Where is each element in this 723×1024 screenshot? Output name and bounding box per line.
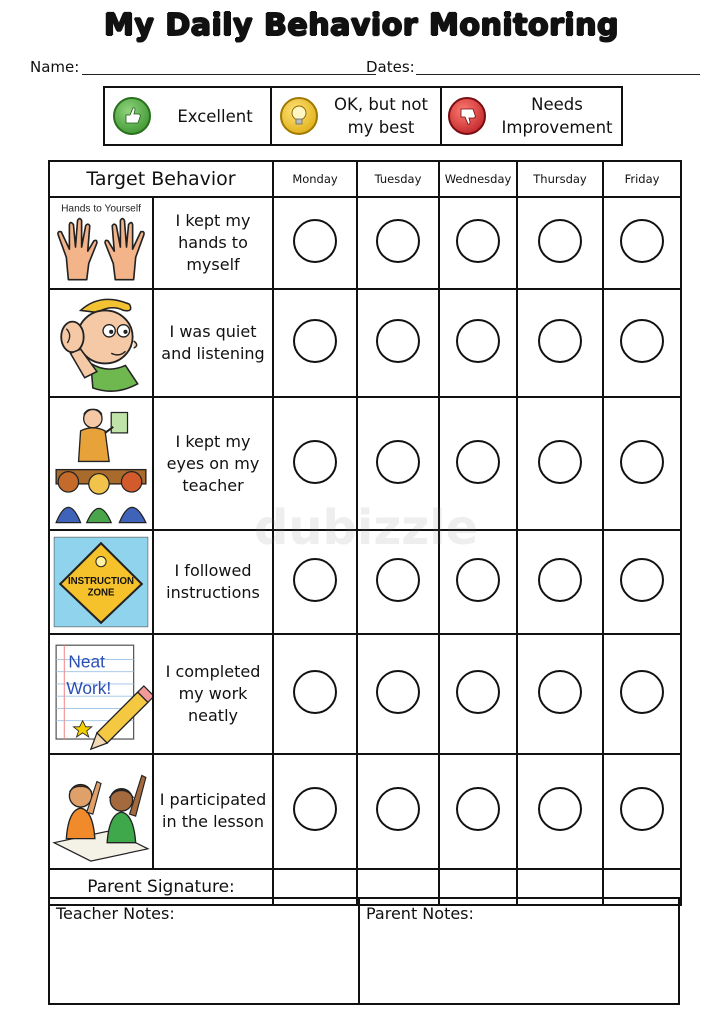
behavior-line: neatly — [188, 706, 238, 726]
behavior-label — [153, 634, 273, 754]
legend-needs-label-line1: Needs — [531, 95, 583, 114]
paper-text-line2: Work! — [66, 678, 112, 699]
rating-circle[interactable] — [456, 787, 500, 831]
behavior-line: I followed — [174, 561, 252, 581]
behavior-image-cell — [49, 197, 153, 289]
behavior-line: in the lesson — [162, 812, 264, 832]
legend-excellent-label: Excellent — [177, 107, 253, 126]
rating-cell-tuesday[interactable] — [357, 289, 439, 397]
behavior-line: I kept my — [175, 211, 251, 230]
parent-notes-label: Parent Notes: — [366, 904, 474, 923]
rating-circle[interactable] — [376, 440, 420, 484]
rating-circle[interactable] — [293, 319, 337, 363]
rating-cell-thursday[interactable] — [517, 530, 603, 634]
rating-cell-thursday[interactable] — [517, 397, 603, 530]
behavior-image-cell — [49, 530, 153, 634]
rating-circle[interactable] — [538, 219, 582, 263]
rating-cell-wednesday[interactable] — [439, 634, 517, 754]
page-title: My Daily Behavior Monitoring — [103, 8, 620, 43]
sign-text-line1: INSTRUCTION — [67, 576, 135, 588]
rating-circle[interactable] — [620, 787, 664, 831]
rating-cell-thursday[interactable] — [517, 197, 603, 289]
day-header-tuesday: Tuesday — [357, 161, 439, 197]
behavior-label — [153, 197, 273, 289]
table-row — [49, 289, 681, 397]
rating-circle[interactable] — [456, 558, 500, 602]
teacher-notes-box[interactable] — [50, 899, 358, 1003]
legend-ok — [270, 88, 440, 144]
rating-cell-friday[interactable] — [603, 634, 681, 754]
legend-ok-label-line2: my best — [347, 118, 415, 137]
legend-needs-improvement — [440, 88, 621, 144]
behavior-image-cell — [49, 289, 153, 397]
behavior-line: teacher — [182, 475, 244, 495]
day-header-wednesday: Wednesday — [439, 161, 517, 197]
legend-needs-label-line2: Improvement — [501, 118, 613, 137]
dates-line — [416, 74, 700, 75]
day-header-thursday: Thursday — [517, 161, 603, 197]
behavior-line: instructions — [166, 583, 260, 603]
rating-circle[interactable] — [293, 440, 337, 484]
legend-excellent — [105, 88, 270, 144]
behavior-image-cell — [49, 754, 153, 868]
legend-ok-label-line1: OK, but not — [334, 95, 428, 114]
rating-circle[interactable] — [293, 787, 337, 831]
behavior-label — [153, 530, 273, 634]
instruction-zone-sign-icon — [50, 531, 152, 633]
rating-circle[interactable] — [538, 440, 582, 484]
behavior-label — [153, 289, 273, 397]
behavior-line: I kept my — [175, 431, 251, 451]
hands-icon — [50, 198, 152, 288]
behavior-label — [153, 754, 273, 868]
rating-cell-monday[interactable] — [273, 397, 357, 530]
rating-cell-monday[interactable] — [273, 530, 357, 634]
rating-circle[interactable] — [538, 787, 582, 831]
table-row — [49, 754, 681, 868]
rating-cell-tuesday[interactable] — [357, 530, 439, 634]
table-header-row — [49, 161, 681, 197]
behavior-line: myself — [186, 255, 240, 274]
table-row — [49, 634, 681, 754]
rating-cell-thursday[interactable] — [517, 634, 603, 754]
day-header-monday: Monday — [273, 161, 357, 197]
day-header-friday: Friday — [603, 161, 681, 197]
parent-notes-box[interactable] — [358, 899, 678, 1003]
rating-circle[interactable] — [376, 670, 420, 714]
behavior-line: my work — [178, 684, 248, 704]
rating-circle[interactable] — [620, 440, 664, 484]
rating-circle[interactable] — [620, 670, 664, 714]
rating-cell-wednesday[interactable] — [439, 289, 517, 397]
behavior-image-cell — [49, 397, 153, 530]
dates-field[interactable] — [366, 58, 706, 76]
rating-circle[interactable] — [293, 219, 337, 263]
name-line — [82, 74, 376, 75]
rating-cell-wednesday[interactable] — [439, 530, 517, 634]
rating-circle[interactable] — [456, 319, 500, 363]
target-behavior-header: Target Behavior — [49, 161, 273, 197]
rating-cell-wednesday[interactable] — [439, 397, 517, 530]
rating-circle[interactable] — [376, 558, 420, 602]
rating-circle[interactable] — [376, 787, 420, 831]
parent-signature-label: Parent Signature: — [49, 869, 273, 905]
dates-label: Dates: — [366, 58, 415, 76]
hands-caption: Hands to Yourself — [61, 203, 141, 215]
rating-cell-monday[interactable] — [273, 197, 357, 289]
rating-cell-friday[interactable] — [603, 530, 681, 634]
rating-circle[interactable] — [620, 319, 664, 363]
rating-circle[interactable] — [293, 670, 337, 714]
rating-cell-tuesday[interactable] — [357, 634, 439, 754]
rating-cell-friday[interactable] — [603, 754, 681, 868]
listening-boy-icon — [50, 290, 152, 396]
rating-cell-thursday[interactable] — [517, 289, 603, 397]
rating-circle[interactable] — [293, 558, 337, 602]
behavior-line: I was quiet — [169, 322, 257, 342]
rating-cell-friday[interactable] — [603, 197, 681, 289]
rating-circle[interactable] — [538, 319, 582, 363]
rating-circle[interactable] — [538, 558, 582, 602]
rating-circle[interactable] — [620, 558, 664, 602]
thumbs-down-icon — [448, 97, 486, 135]
behavior-table — [48, 160, 682, 906]
rating-circle[interactable] — [456, 440, 500, 484]
rating-cell-monday[interactable] — [273, 634, 357, 754]
teacher-class-icon — [50, 398, 152, 529]
rating-circle[interactable] — [620, 219, 664, 263]
behavior-label — [153, 397, 273, 530]
paper-text-line1: Neat — [68, 651, 105, 672]
thumbs-up-icon — [113, 97, 151, 135]
sign-text-line2: ZONE — [87, 587, 115, 599]
rating-cell-tuesday[interactable] — [357, 754, 439, 868]
behavior-line: and listening — [161, 344, 265, 364]
raised-hands-students-icon — [50, 755, 152, 867]
notes-section — [48, 897, 680, 1005]
watermark: dubizzle — [254, 500, 479, 556]
rating-circle[interactable] — [376, 319, 420, 363]
rating-legend — [103, 86, 623, 146]
rating-circle[interactable] — [456, 670, 500, 714]
rating-cell-wednesday[interactable] — [439, 754, 517, 868]
rating-cell-monday[interactable] — [273, 289, 357, 397]
behavior-line: eyes on my — [166, 453, 260, 473]
table-row — [49, 530, 681, 634]
behavior-image-cell — [49, 634, 153, 754]
behavior-line: hands to — [178, 233, 248, 252]
table-row — [49, 197, 681, 289]
table-row — [49, 397, 681, 530]
rating-cell-thursday[interactable] — [517, 754, 603, 868]
rating-cell-tuesday[interactable] — [357, 397, 439, 530]
rating-circle[interactable] — [376, 219, 420, 263]
lightbulb-icon — [280, 97, 318, 135]
name-field[interactable] — [30, 58, 350, 76]
teacher-notes-label: Teacher Notes: — [56, 904, 175, 923]
neat-work-paper-icon — [50, 635, 152, 753]
rating-circle[interactable] — [456, 219, 500, 263]
rating-cell-monday[interactable] — [273, 754, 357, 868]
name-label: Name: — [30, 58, 80, 76]
rating-cell-tuesday[interactable] — [357, 197, 439, 289]
rating-circle[interactable] — [538, 670, 582, 714]
behavior-line: I completed — [165, 662, 261, 682]
rating-cell-friday[interactable] — [603, 289, 681, 397]
behavior-line: I participated — [159, 790, 267, 810]
rating-cell-friday[interactable] — [603, 397, 681, 530]
rating-cell-wednesday[interactable] — [439, 197, 517, 289]
